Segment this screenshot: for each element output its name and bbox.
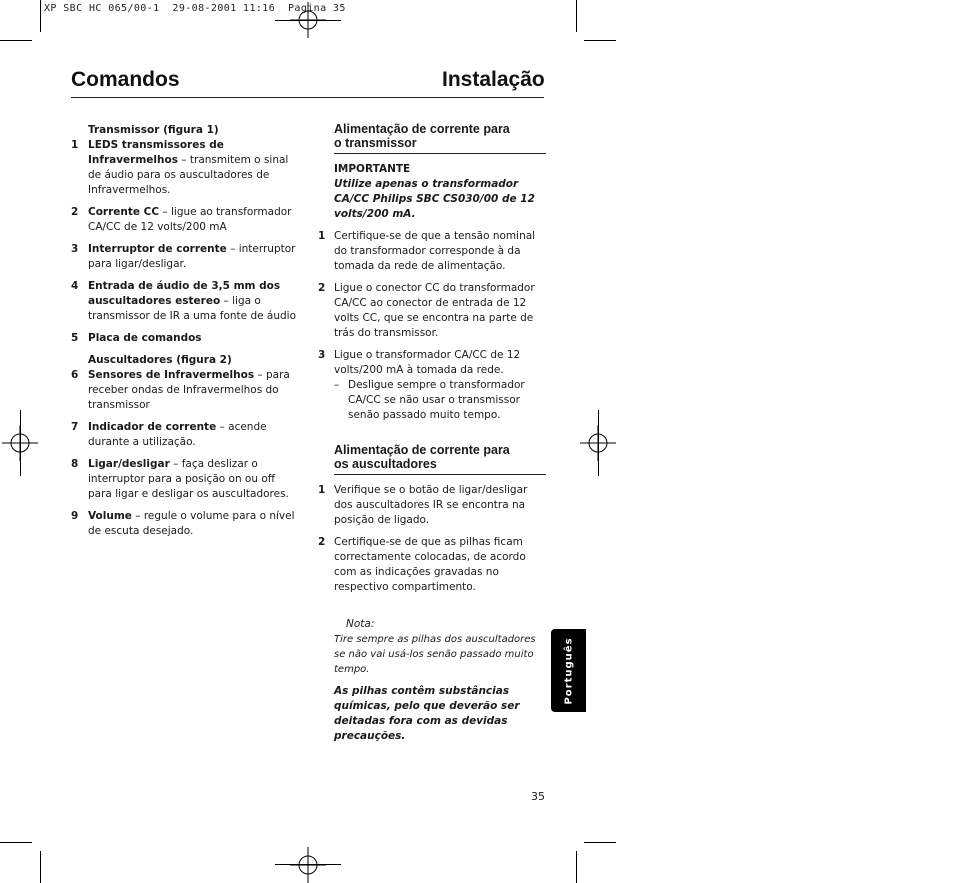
important-label: IMPORTANTE (334, 163, 411, 175)
list-item (71, 205, 299, 235)
item-text: Ligue o conector CC do transformador CA/CC ao conector de entrada de 12 volts CC, que se encontra na parte de trás do transmissor. (334, 282, 535, 339)
list-item (71, 138, 299, 198)
item-term: Entrada de áudio de 3,5 mm dos auscultadores estereo (88, 280, 281, 307)
registration-mark-icon (290, 2, 326, 38)
item-number: 1 (318, 484, 326, 496)
item-number: 5 (71, 332, 79, 344)
item-description: – regule o volume para o nível de escuta desejado. (88, 510, 295, 537)
item-term: Interruptor de corrente (88, 243, 227, 255)
list-item (318, 483, 546, 528)
language-tab (551, 629, 586, 712)
item-term: Indicador de corrente (88, 421, 217, 433)
section-title-headphones-power (318, 443, 546, 471)
item-text: Certifique-se de que a tensão nominal do transformador corresponde à da tomada da rede de alimentação. (334, 230, 536, 272)
item-term: Placa de comandos (88, 332, 202, 344)
item-text: Ligue o transformador CA/CC de 12 volts/200 mA à tomada da rede. (334, 349, 521, 376)
list-item (71, 457, 299, 502)
dash-marker: – (334, 379, 340, 391)
item-description: – liga o transmissor de IR a uma fonte de áudio (88, 295, 297, 322)
item-text: Verifique se o botão de ligar/desligar dos auscultadores IR se encontra na posição de ligado. (334, 484, 528, 526)
section-heading-transmitter: Transmissor (figura 1) (88, 124, 219, 136)
important-text: Utilize apenas o transformador CA/CC Philips SBC CS030/00 de 12 volts/200 mA. (334, 178, 535, 220)
item-number: 2 (318, 536, 326, 548)
item-description: – transmitem o sinal de áudio para os auscultadores de Infravermelhos. (88, 154, 289, 196)
installation-column (318, 122, 546, 744)
section-title-line: Alimentação de corrente para (334, 122, 510, 136)
item-number: 1 (318, 230, 326, 242)
item-number: 3 (71, 243, 79, 255)
item-text: Certifique-se de que as pilhas ficam correctamente colocadas, de acordo com as indicações gravadas no respectivo compartimento. (334, 536, 526, 593)
item-term: Sensores de Infravermelhos (88, 369, 255, 381)
item-term: Volume (88, 510, 132, 522)
registration-mark-icon (2, 425, 38, 461)
item-text: Desligue sempre o transformador CA/CC se não usar o transmissor senão passado muito tempo. (348, 379, 525, 421)
section-title-line: Alimentação de corrente para (334, 443, 510, 457)
list-item (318, 535, 546, 595)
item-number: 4 (71, 280, 79, 292)
section-title-line: os auscultadores (334, 457, 437, 471)
list-item (71, 420, 299, 450)
page-number: 35 (531, 790, 545, 803)
item-number: 6 (71, 369, 79, 381)
item-number: 8 (71, 458, 79, 470)
item-term: Corrente CC (88, 206, 160, 218)
list-item (71, 509, 299, 539)
list-item (71, 331, 299, 346)
section-title-transmitter-power (318, 122, 546, 150)
section-divider (334, 474, 546, 475)
battery-warning: As pilhas contêm substâncias químicas, pelo que deverão ser deitadas fora com as devidas precauções. (334, 685, 520, 742)
list-item (318, 348, 546, 378)
item-description: – acende durante a utilização. (88, 421, 267, 448)
item-term: LEDS transmissores de Infravermelhos (88, 139, 224, 166)
list-item (318, 229, 546, 274)
item-description: – faça deslizar o interruptor para a posição on ou off para ligar e desligar os auscultadores. (88, 458, 289, 500)
list-item (71, 279, 299, 324)
item-number: 3 (318, 349, 326, 361)
page-title-right: Instalação (442, 68, 545, 91)
note-text: Tire sempre as pilhas dos auscultadores se não vai usá-los senão passado muito tempo. (334, 634, 536, 675)
item-description: – para receber ondas de Infravermelhos do transmissor (88, 369, 290, 411)
list-item (71, 368, 299, 413)
item-number: 2 (71, 206, 79, 218)
section-title-line: o transmissor (334, 136, 417, 150)
sub-list-item (318, 378, 546, 423)
note-label: Nota: (346, 618, 375, 630)
controls-column (71, 123, 299, 539)
section-divider (334, 153, 546, 154)
section-heading-headphones: Auscultadores (figura 2) (88, 354, 232, 366)
item-term: Ligar/desligar (88, 458, 170, 470)
heading-divider (71, 97, 544, 98)
item-number: 9 (71, 510, 79, 522)
list-item (71, 242, 299, 272)
print-slug-line: XP SBC HC 065/00-1 29-08-2001 11:16 Pagina 35 (44, 3, 346, 14)
registration-mark-icon (580, 425, 616, 461)
item-number: 2 (318, 282, 326, 294)
list-item (318, 281, 546, 341)
item-description: – interruptor para ligar/desligar. (88, 243, 296, 270)
registration-mark-icon (290, 847, 326, 883)
page-title-left: Comandos (71, 68, 180, 91)
language-tab-label: Português (563, 636, 574, 705)
item-number: 1 (71, 139, 79, 151)
item-number: 7 (71, 421, 79, 433)
item-description: – ligue ao transformador CA/CC de 12 volts/200 mA (88, 206, 292, 233)
